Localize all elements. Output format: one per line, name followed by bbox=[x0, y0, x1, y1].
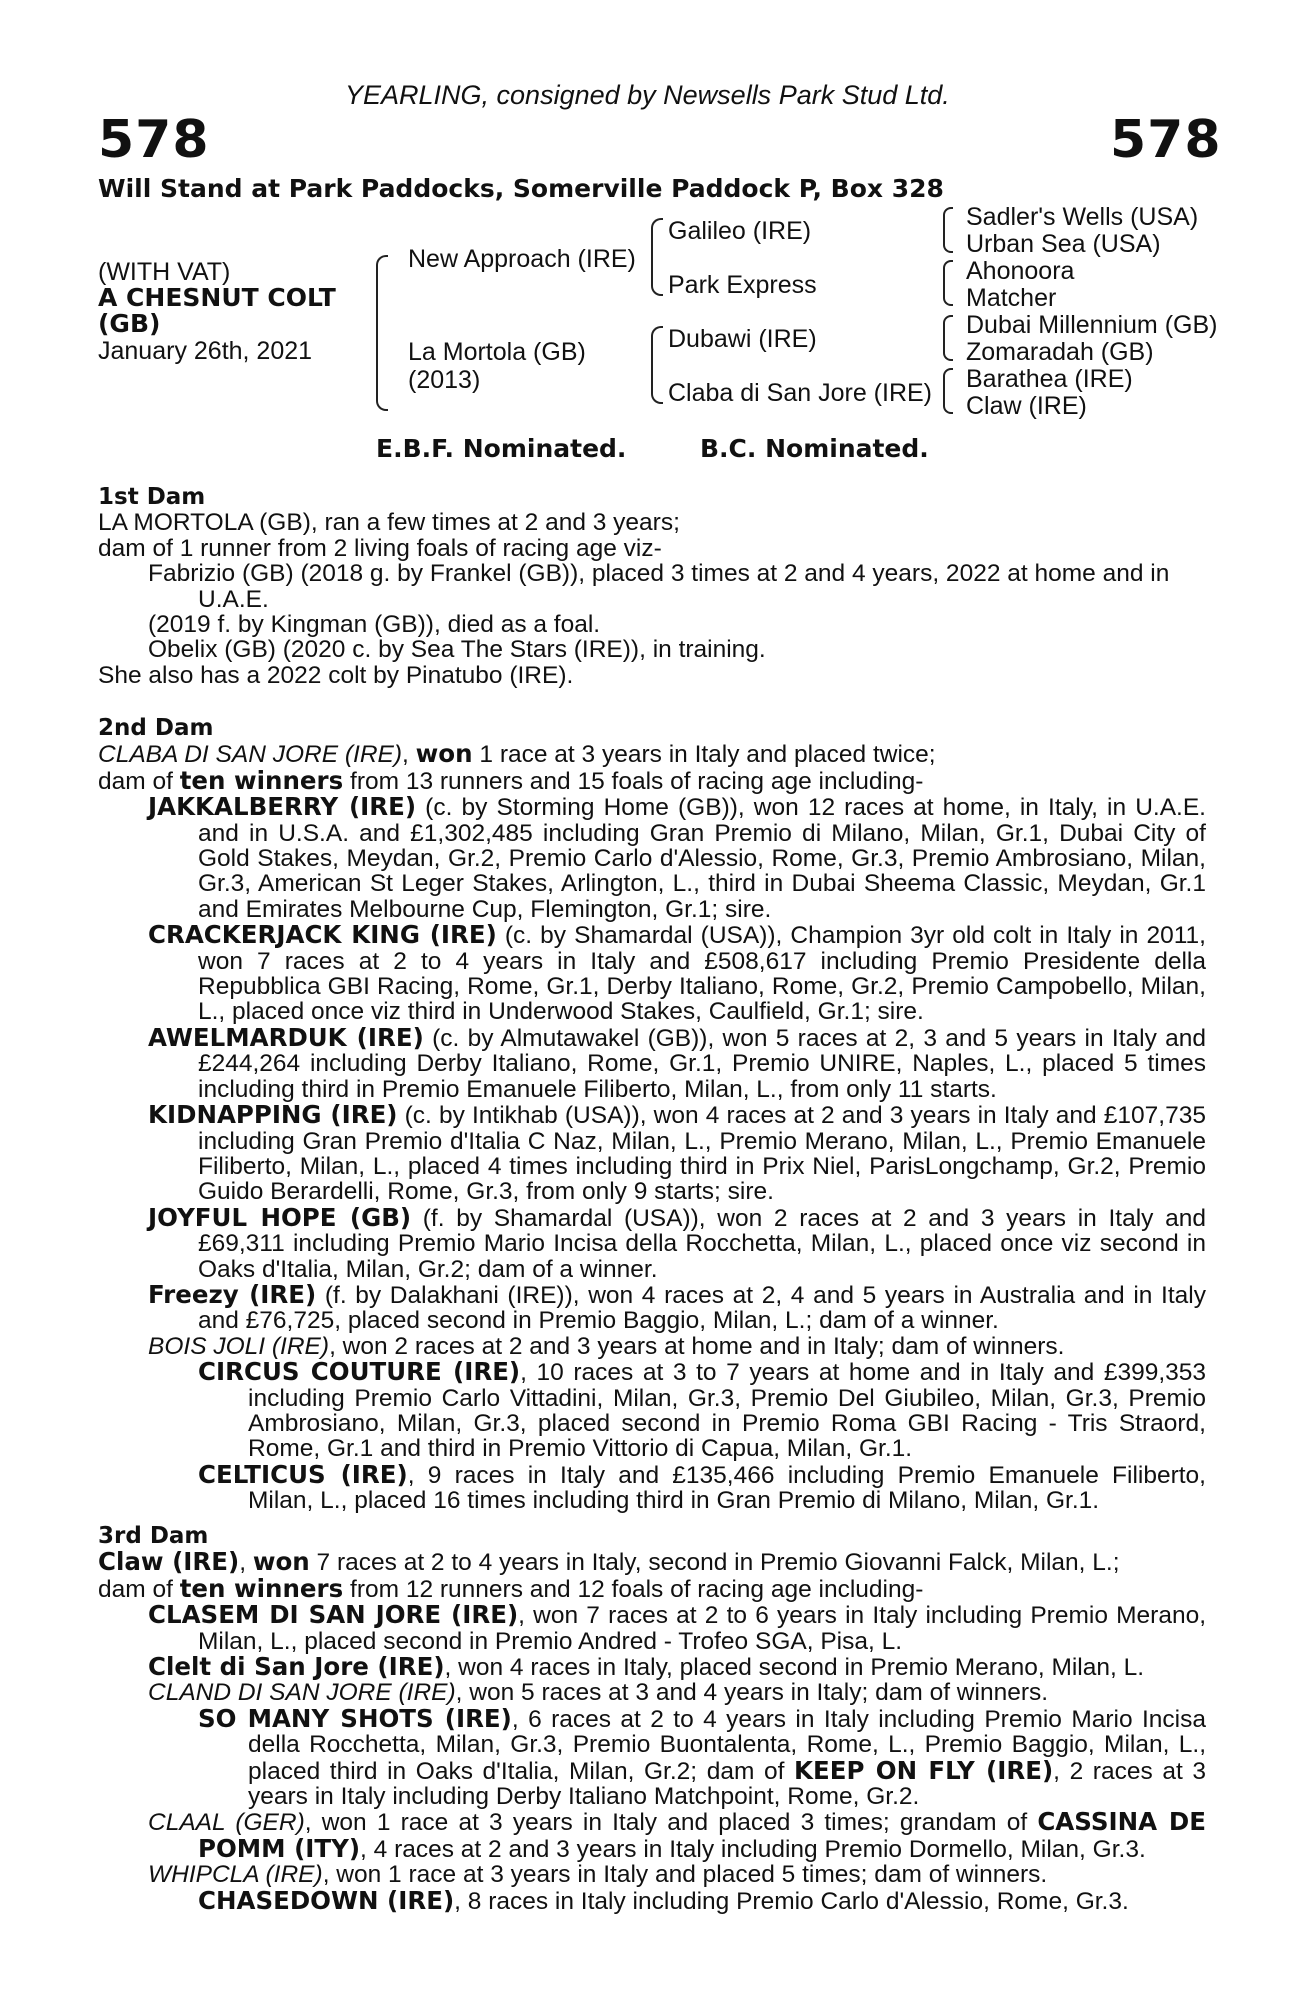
third-dam-heading: 3rd Dam bbox=[98, 1523, 209, 1549]
second-dam-heading: 2nd Dam bbox=[98, 715, 214, 741]
foaling-date: January 26th, 2021 bbox=[98, 337, 313, 365]
third-dam-produce-summary: dam of ten winners from 12 runners and 12 foals of racing age including- bbox=[98, 1573, 924, 1603]
pedigree-gg-4: Matcher bbox=[966, 284, 1057, 312]
vat-note: (WITH VAT) bbox=[98, 258, 231, 286]
second-dam-section bbox=[98, 716, 1206, 1514]
produce-entry-cland: CLAND DI SAN JORE (IRE), won 5 races at 3 and 4 years in Italy; dam of winners. bbox=[148, 1679, 1049, 1707]
first-dam-section bbox=[98, 485, 1206, 688]
produce-fabrizio: Fabrizio (GB) (2018 g. by Frankel (GB)), placed 3 times at 2 and 4 years, 2022 at home and in U.A.E. bbox=[148, 560, 1170, 613]
stand-location: Will Stand at Park Paddocks, Somerville Paddock P, Box 328 bbox=[98, 174, 944, 203]
produce-entry: JAKKALBERRY (IRE) (c. by Storming Home (GB)), won 12 races at home, in Italy, in U.A.E. and in U.S.A. and £1,302,485 including Gran Premio di Milano, Milan, Gr.1, Dubai City of Gold Stakes, Meydan, Gr.2, Premio Carlo d'Alessio, Rome, Gr.3, Premio Ambrosiano, Milan, Gr.3, American St Leger Stakes, Arlington, L., third in Dubai Sheema Classic, Meydan, Gr.1 and Emirates Melbourne Cup, Flemington, Gr.1; sire. bbox=[148, 792, 1206, 923]
pedigree-dam-sire: Dubawi (IRE) bbox=[668, 325, 817, 353]
pedigree-brace-main bbox=[376, 255, 388, 411]
grand-produce-entry: CIRCUS COUTURE (IRE), 10 races at 3 to 7 years at home and in Italy and £399,353 including Premio Carlo Vittadini, Milan, Gr.3, Premio Del Giubileo, Milan, Gr.3, Premio Ambrosiano, Milan, Gr.3, placed second in Premio Roma GBI Racing - Tris Straord, Rome, Gr.1 and third in Premio Vittorio di Capua, Milan, Gr.1. bbox=[198, 1357, 1207, 1463]
pedigree-dam-dam: Claba di San Jore (IRE) bbox=[668, 379, 933, 407]
pedigree-brace-dam bbox=[651, 326, 663, 404]
pedigree-gg-5: Dubai Millennium (GB) bbox=[966, 311, 1218, 339]
consignor-line: YEARLING, consigned by Newsells Park Stud Ltd. bbox=[345, 80, 950, 110]
first-dam-line: LA MORTOLA (GB), ran a few times at 2 and 3 years; bbox=[98, 509, 680, 537]
bc-nominated: B.C. Nominated. bbox=[700, 434, 929, 463]
second-dam-line: CLABA DI SAN JORE (IRE), won 1 race at 3 years in Italy and placed twice; bbox=[98, 739, 936, 769]
pedigree-brace-gg4 bbox=[943, 368, 953, 414]
grand-produce-entry: CHASEDOWN (IRE), 8 races in Italy including Premio Carlo d'Alessio, Rome, Gr.3. bbox=[198, 1885, 1129, 1915]
produce-entry-claal: CLAAL (GER), won 1 race at 3 years in Italy and placed 3 times; grandam of CASSINA DE POMM (ITY), 4 races at 2 and 3 years in Italy including Premio Dormello, Milan, Gr.3. bbox=[148, 1807, 1206, 1863]
horse-name-country: (GB) bbox=[98, 309, 161, 338]
produce-entry-whipcla: WHIPCLA (IRE), won 1 race at 3 years in Italy and placed 5 times; dam of winners. bbox=[148, 1861, 1048, 1889]
first-dam-heading: 1st Dam bbox=[98, 484, 206, 510]
second-dam-name: CLABA DI SAN JORE (IRE) bbox=[98, 741, 403, 769]
produce-2022-colt: She also has a 2022 colt by Pinatubo (IRE). bbox=[98, 661, 574, 689]
produce-entry: JOYFUL HOPE (GB) (f. by Shamardal (USA)), won 2 races at 2 and 3 years in Italy and £69,311 including Premio Mario Incisa della Rocchetta, Milan, L., placed once viz second in Oaks d'Italia, Milan, Gr.2; dam of a winner. bbox=[148, 1202, 1206, 1283]
pedigree-gg-6: Zomaradah (GB) bbox=[966, 338, 1154, 366]
grand-produce-entry: SO MANY SHOTS (IRE), 6 races at 2 to 4 years in Italy including Premio Mario Incisa della Rocchetta, Milan, Gr.3, Premio Buontalenta, Rome, L., Premio Baggio, Milan, L., placed third in Oaks d'Italia, Milan, Gr.2; dam of KEEP ON FLY (IRE), 2 races at 3 years in Italy including Derby Italiano Matchpoint, Rome, Gr.2. bbox=[198, 1703, 1206, 1811]
pedigree-sire-dam: Park Express bbox=[668, 271, 817, 299]
third-dam-section bbox=[98, 1524, 1206, 1914]
lot-number-right: 578 bbox=[1110, 110, 1222, 170]
produce-obelix: Obelix (GB) (2020 c. by Sea The Stars (IRE)), in training. bbox=[148, 636, 766, 664]
pedigree-sire: New Approach (IRE) bbox=[408, 245, 636, 273]
third-dam-name: Claw (IRE) bbox=[98, 1547, 240, 1577]
produce-entry-bois-joli: BOIS JOLI (IRE), won 2 races at 2 and 3 years at home and in Italy; dam of winners. bbox=[148, 1332, 1065, 1360]
pedigree-gg-2: Urban Sea (USA) bbox=[966, 230, 1161, 258]
pedigree-brace-gg3 bbox=[943, 315, 953, 361]
produce-entry: Freezy (IRE) (f. by Dalakhani (IRE)), won 4 races at 2, 4 and 5 years in Australia and in Italy and £76,725, placed second in Premio Baggio, Milan, L.; dam of a winner. bbox=[148, 1279, 1206, 1335]
third-dam-line: Claw (IRE), won 7 races at 2 to 4 years in Italy, second in Premio Giovanni Falck, Milan, L.; bbox=[98, 1547, 1120, 1577]
grand-produce-entry: CELTICUS (IRE), 9 races in Italy and £135,466 including Premio Emanuele Filiberto, Milan, L., placed 16 times including third in Gran Premio di Milano, Milan, Gr.1. bbox=[198, 1459, 1206, 1515]
pedigree-dam-year: (2013) bbox=[408, 366, 481, 394]
horse-name: A CHESNUT COLT bbox=[98, 283, 336, 312]
pedigree-sire-sire: Galileo (IRE) bbox=[668, 217, 812, 245]
pedigree-gg-8: Claw (IRE) bbox=[966, 392, 1087, 420]
pedigree-gg-7: Barathea (IRE) bbox=[966, 365, 1133, 393]
produce-entry: CLASEM DI SAN JORE (IRE), won 7 races at 2 to 6 years in Italy including Premio Merano, Milan, L., placed second in Premio Andred - Trofeo SGA, Pisa, L. bbox=[148, 1600, 1207, 1655]
pedigree-brace-gg2 bbox=[943, 260, 953, 306]
second-dam-produce-summary: dam of ten winners from 13 runners and 15 foals of racing age including- bbox=[98, 765, 924, 795]
pedigree-dam: La Mortola (GB) bbox=[408, 338, 586, 366]
produce-entry: KIDNAPPING (IRE) (c. by Intikhab (USA)), won 4 races at 2 and 3 years in Italy and £107,735 including Gran Premio d'Italia C Naz, Milan, L., Premio Merano, Milan, L., Premio Emanuele Filiberto, Milan, L., placed 4 times including third in Prix Niel, ParisLongchamp, Gr.2, Premio Guido Berardelli, Rome, Gr.3, from only 9 starts; sire. bbox=[148, 1100, 1206, 1206]
first-dam-produce-summary: dam of 1 runner from 2 living foals of racing age viz- bbox=[98, 534, 662, 562]
pedigree-gg-3: Ahonoora bbox=[966, 257, 1075, 285]
pedigree-gg-1: Sadler's Wells (USA) bbox=[966, 203, 1199, 231]
produce-entry: CRACKERJACK KING (IRE) (c. by Shamardal (USA)), Champion 3yr old colt in Italy in 2011, won 7 races at 2 to 4 years in Italy and £508,617 including Premio Presidente della Repubblica GBI Racing, Rome, Gr.1, Derby Italiano, Rome, Gr.2, Premio Campobello, Milan, L., placed once viz third in Underwood Stakes, Caulfield, Gr.1; sire. bbox=[148, 920, 1206, 1026]
produce-entry: Clelt di San Jore (IRE), won 4 races in Italy, placed second in Premio Merano, Milan, L. bbox=[148, 1652, 1145, 1682]
produce-entry: AWELMARDUK (IRE) (c. by Almutawakel (GB)), won 5 races at 2, 3 and 5 years in Italy and £244,264 including Derby Italiano, Rome, Gr.1, Premio UNIRE, Naples, L., placed 5 times including third in Premio Emanuele Filiberto, Milan, L., from only 11 starts. bbox=[148, 1022, 1206, 1103]
lot-number-left: 578 bbox=[98, 110, 210, 170]
produce-2019-filly: (2019 f. by Kingman (GB)), died as a foal. bbox=[148, 611, 601, 639]
pedigree-brace-sire bbox=[651, 218, 663, 296]
ebf-nominated: E.B.F. Nominated. bbox=[376, 434, 627, 463]
pedigree-brace-gg1 bbox=[943, 207, 953, 253]
